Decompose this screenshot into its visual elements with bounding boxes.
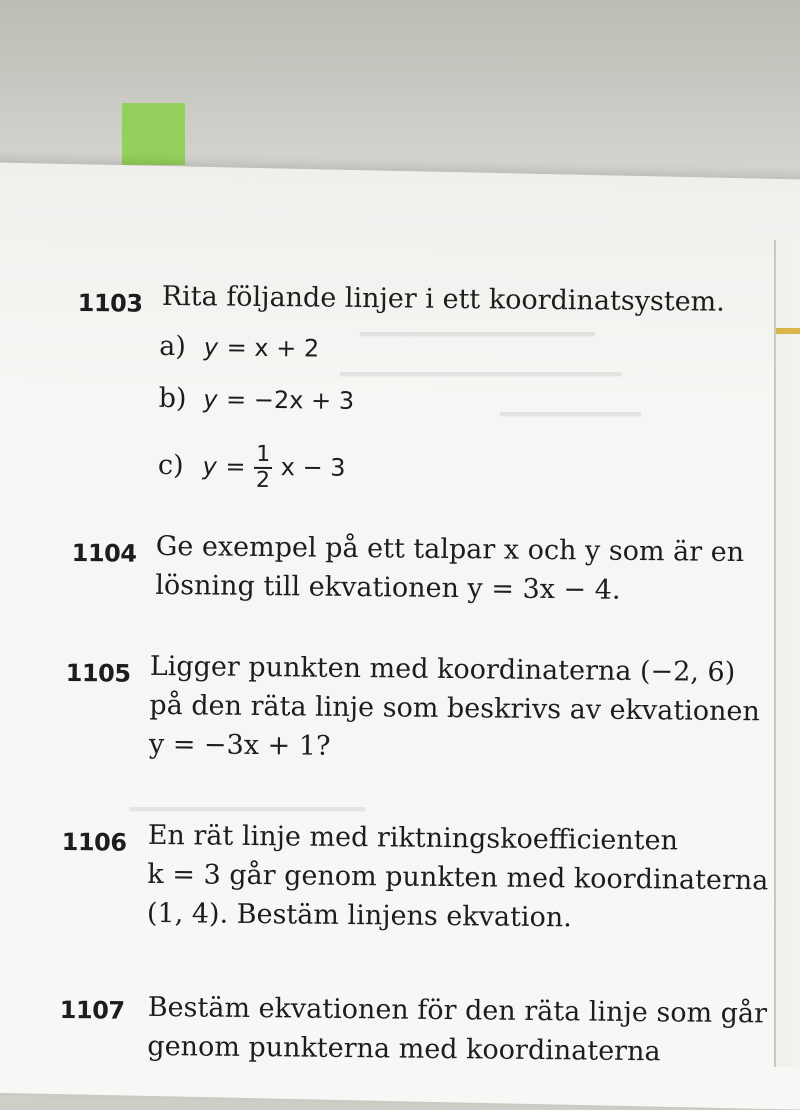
- problem-line-2: k = 3 går genom punkten med koordinaterna: [147, 859, 769, 897]
- page-edge-color-marker: [776, 328, 800, 334]
- subitem-a: a) y = x + 2: [159, 330, 320, 363]
- problem-line-1: En rät linje med riktningskoefficienten: [147, 819, 679, 857]
- problem-text: Rita följande linjer i ett koordinatsystem.: [161, 280, 726, 318]
- problem-line-1: Bestäm ekvationen för den räta linje som går: [147, 991, 768, 1030]
- problem-line-2: lösning till ekvationen y = 3x − 4.: [155, 570, 621, 606]
- problem-line-1: Ge exempel på ett talpar x och y som är en: [155, 530, 745, 569]
- show-through-decoration-3: ━━━━━━━━━: [500, 400, 641, 430]
- problem-number: 1106: [61, 827, 127, 857]
- problem-line-2: på den räta linje som beskrivs av ekvationen: [149, 690, 760, 728]
- subitem-c: c) y = $\frac{1}{2}$ x − 3: [157, 442, 346, 493]
- sticky-note-tab: [122, 103, 185, 165]
- problem-line-1: Ligger punkten med koordinaterna (−2, 6): [149, 650, 736, 689]
- problem-line-3: y = −3x + 1?: [148, 729, 331, 763]
- fraction: $\frac{1}{2}$: [255, 442, 271, 493]
- problem-line-3: (1, 4). Bestäm linjens ekvation.: [146, 898, 572, 934]
- problem-number: 1107: [59, 995, 125, 1025]
- show-through-decoration-1: ━━━━━━━━━━━━━━━: [360, 320, 595, 350]
- problem-number: 1104: [71, 538, 137, 568]
- problem-number: 1103: [77, 288, 143, 318]
- subitem-b: b) y = −2x + 3: [158, 382, 355, 415]
- problem-line-2: genom punkterna med koordinaterna: [147, 1031, 661, 1068]
- problem-number: 1105: [65, 658, 131, 688]
- adjacent-page-edge: [774, 240, 800, 1067]
- background-desk: [0, 0, 800, 185]
- show-through-decoration-2: ━━━━━━━━━━━━━━━━━━: [340, 360, 622, 390]
- show-through-decoration-4: ━━━━━━━━━━━━━━━: [130, 795, 365, 825]
